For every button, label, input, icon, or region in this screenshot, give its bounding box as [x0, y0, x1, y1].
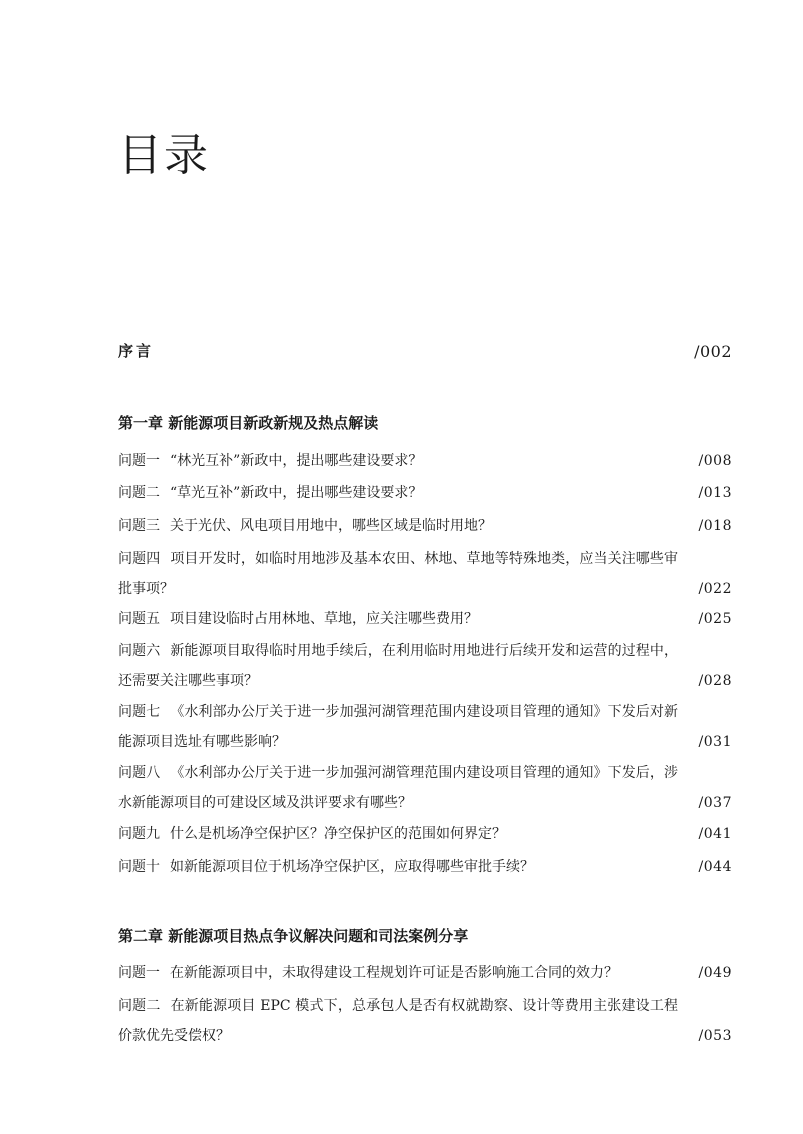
entry-number: 问题七 [118, 704, 161, 720]
entry-number: 问题一 [118, 453, 160, 469]
toc-preface[interactable] [118, 341, 732, 361]
entry-number: 问题一 [118, 965, 160, 981]
entry-number: 问题三 [118, 518, 160, 534]
entry-page: /028 [698, 673, 732, 689]
entry-text: “草光互补”新政中，提出哪些建设要求？ [170, 485, 423, 501]
entry-text: “林光互补”新政中，提出哪些建设要求？ [170, 453, 423, 469]
toc-entry-ch1-q3[interactable] [118, 511, 732, 541]
entry-number: 问题二 [118, 485, 160, 501]
entry-page: /053 [698, 1028, 732, 1044]
entry-page: /008 [698, 453, 732, 469]
toc-entry-ch1-q9[interactable] [118, 819, 732, 849]
toc-entry-ch2-q2[interactable] [118, 991, 732, 1051]
entry-page: /044 [698, 859, 732, 875]
entry-text: 在新能源项目中，未取得建设工程规划许可证是否影响施工合同的效力？ [170, 965, 618, 981]
preface-label: 序言 [118, 342, 155, 360]
entry-number: 问题十 [118, 859, 160, 875]
chapter-2-heading[interactable]: 第二章 新能源项目热点争议解决问题和司法案例分享 [118, 927, 469, 945]
entry-number: 问题四 [118, 551, 161, 567]
entry-number: 问题八 [118, 765, 161, 781]
toc-entry-ch1-q10[interactable] [118, 852, 732, 882]
entry-text: 什么是机场净空保护区？净空保护区的范围如何界定？ [170, 826, 506, 842]
entry-page: /049 [698, 965, 732, 981]
entry-page: /013 [698, 485, 732, 501]
toc-entry-ch1-q7[interactable] [118, 697, 732, 757]
toc-entry-ch1-q8[interactable] [118, 758, 732, 818]
entry-number: 问题六 [118, 643, 161, 659]
entry-text: 关于光伏、风电项目用地中，哪些区域是临时用地？ [170, 518, 492, 534]
entry-page: /037 [698, 795, 732, 811]
toc-entry-ch2-q1[interactable] [118, 958, 732, 988]
preface-page: /002 [694, 342, 732, 361]
entry-number: 问题二 [118, 998, 161, 1014]
toc-entry-ch1-q4[interactable] [118, 544, 732, 604]
entry-page: /018 [698, 518, 732, 534]
toc-entry-ch1-q2[interactable] [118, 478, 732, 508]
entry-page: /031 [698, 734, 732, 750]
entry-text: 新能源项目取得临时用地手续后，在利用临时用地进行后续开发和运营的过程中，还需要关注哪些事项？ [118, 643, 679, 689]
entry-number: 问题九 [118, 826, 160, 842]
entry-text: 项目建设临时占用林地、草地，应关注哪些费用？ [170, 611, 478, 627]
entry-page: /025 [698, 611, 732, 627]
entry-text: 《水利部办公厅关于进一步加强河湖管理范围内建设项目管理的通知》下发后，涉水新能源项目的可建设区域及洪评要求有哪些？ [118, 765, 679, 811]
entry-text: 在新能源项目 EPC 模式下，总承包人是否有权就勘察、设计等费用主张建设工程价款优先受偿权？ [118, 998, 679, 1044]
toc-entry-ch1-q5[interactable] [118, 604, 732, 634]
chapter-1-heading[interactable]: 第一章 新能源项目新政新规及热点解读 [118, 414, 379, 432]
entry-text: 《水利部办公厅关于进一步加强河湖管理范围内建设项目管理的通知》下发后对新能源项目选址有哪些影响？ [118, 704, 679, 750]
entry-page: /022 [698, 581, 732, 597]
page-title: 目录 [118, 130, 210, 181]
entry-page: /041 [698, 826, 732, 842]
entry-number: 问题五 [118, 611, 160, 627]
entry-text: 如新能源项目位于机场净空保护区，应取得哪些审批手续？ [170, 859, 534, 875]
toc-entry-ch1-q6[interactable] [118, 636, 732, 696]
toc-entry-ch1-q1[interactable] [118, 446, 732, 476]
entry-text: 项目开发时，如临时用地涉及基本农田、林地、草地等特殊地类，应当关注哪些审批事项？ [118, 551, 679, 597]
